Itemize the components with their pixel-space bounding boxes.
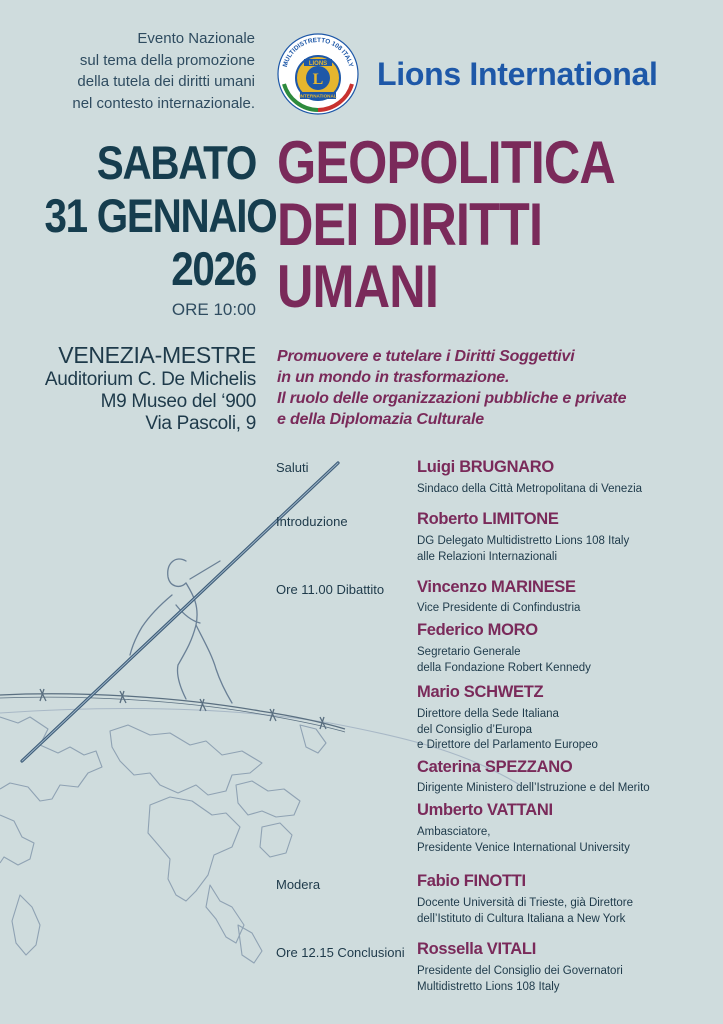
speaker-role-line: dell’Istituto di Cultura Italiana a New York xyxy=(417,912,626,925)
speaker-role-line: della Fondazione Robert Kennedy xyxy=(417,661,591,674)
speaker-role xyxy=(417,707,598,754)
speaker-role-line: Sindaco della Città Metropolitana di Venezia xyxy=(417,483,643,495)
event-subtitle xyxy=(277,346,626,430)
title-line: GEOPOLITICA xyxy=(277,129,615,196)
logo-banner-top: LIONS xyxy=(308,61,328,67)
speaker-role-line: e Direttore del Parlamento Europeo xyxy=(417,739,598,751)
speaker-role xyxy=(417,645,591,676)
title-line: DEI DIRITTI xyxy=(277,191,543,258)
speaker-role-line: Vice Presidente di Confindustria xyxy=(417,602,581,614)
subtitle-line: Promuovere e tutelare i Diritti Soggettivi xyxy=(277,348,575,365)
logo-letter: L xyxy=(312,71,324,88)
venue-line: M9 Museo del ‘900 xyxy=(100,391,256,412)
logo-banner-bottom: INTERNATIONAL xyxy=(299,93,337,99)
program-label-conclusioni: Ore 12.15 Conclusioni xyxy=(276,945,405,960)
speaker-role-line: Ambasciatore, xyxy=(417,826,491,838)
subtitle-line: e della Diplomazia Culturale xyxy=(277,411,484,428)
speaker-role xyxy=(417,964,623,995)
title-line: UMANI xyxy=(277,253,438,320)
venue-city: VENEZIA-MESTRE xyxy=(58,342,256,368)
speaker-name: Federico MORO xyxy=(417,621,538,639)
event-date xyxy=(10,136,277,295)
program-label-dibattito: Ore 11.00 Dibattito xyxy=(276,582,385,597)
venue-line: Via Pascoli, 9 xyxy=(145,413,256,434)
speaker-role-line: Presidente del Consiglio dei Governatori xyxy=(417,965,623,977)
speaker-role-line: Presidente Venice International University xyxy=(417,841,630,854)
speaker-role-line: Segretario Generale xyxy=(417,646,521,658)
speaker-role-line: Direttore della Sede Italiana xyxy=(417,708,559,720)
date-weekday: SABATO xyxy=(96,136,256,189)
event-intro-text xyxy=(40,28,255,114)
speaker-name: Fabio FINOTTI xyxy=(417,872,526,890)
speaker-name: Vincenzo MARINESE xyxy=(417,578,576,596)
event-time: ORE 10:00 xyxy=(171,300,256,319)
speaker-name: Caterina SPEZZANO xyxy=(417,758,573,776)
date-year: 2026 xyxy=(171,242,256,295)
logo-ring-text: MULTIDISTRETTO 108 ITALY xyxy=(281,36,355,68)
speaker-role-line: Docente Università di Trieste, già Direttore xyxy=(417,897,634,909)
speaker-role-line: alle Relazioni Internazionali xyxy=(417,550,557,563)
speaker-name: Rossella VITALI xyxy=(417,940,536,958)
date-day-month: 31 GENNAIO xyxy=(44,189,277,242)
subtitle-line: in un mondo in trasformazione. xyxy=(277,369,510,386)
intro-line: sul tema della promozione xyxy=(79,51,255,69)
speaker-role-line: del Consiglio d’Europa xyxy=(417,723,533,736)
lions-emblem-logo xyxy=(276,32,360,116)
event-venue xyxy=(20,342,256,435)
speaker-role xyxy=(417,896,633,927)
speaker-role xyxy=(417,781,650,797)
venue-line: Auditorium C. De Michelis xyxy=(44,369,256,390)
intro-line: nel contesto internazionale. xyxy=(72,94,255,112)
speaker-role-line: Dirigente Ministero dell’Istruzione e del Merito xyxy=(417,782,650,794)
event-title xyxy=(277,129,679,320)
speaker-role xyxy=(417,482,642,498)
speaker-role xyxy=(417,825,630,856)
speaker-role-line: Multidistretto Lions 108 Italy xyxy=(417,980,560,993)
subtitle-line: Il ruolo delle organizzazioni pubbliche e private xyxy=(277,390,627,407)
speaker-name: Umberto VATTANI xyxy=(417,801,553,819)
program-label-introduzione: Introduzione xyxy=(276,514,348,529)
intro-line: Evento Nazionale xyxy=(137,30,255,47)
speaker-name: Luigi BRUGNARO xyxy=(417,458,554,476)
speaker-role xyxy=(417,601,580,617)
speaker-name: Roberto LIMITONE xyxy=(417,510,559,528)
speaker-name: Mario SCHWETZ xyxy=(417,683,544,701)
speaker-role xyxy=(417,534,629,565)
speaker-role-line: DG Delegato Multidistretto Lions 108 Italy xyxy=(417,535,630,547)
program-label-saluti: Saluti xyxy=(276,460,309,475)
intro-line: della tutela dei diritti umani xyxy=(77,73,255,90)
program-label-modera: Modera xyxy=(276,877,321,892)
brand-name: Lions International xyxy=(377,56,658,92)
